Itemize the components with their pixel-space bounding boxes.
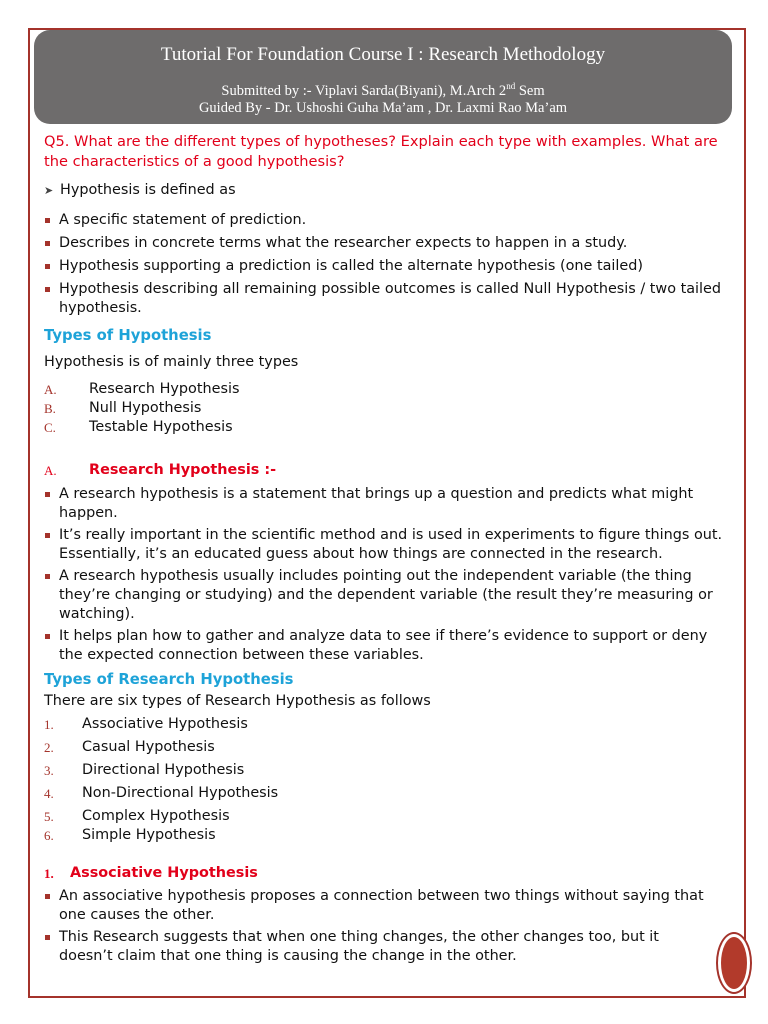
square-bullet-icon (45, 264, 50, 269)
list-item: It’s really important in the scientific method and is used in experiments to figure things out. Essentially, it’s an educated guess about how things are connected in the research. (44, 526, 734, 564)
types-lead: Hypothesis is of mainly three types (44, 354, 299, 370)
arrow-bullet-icon: ➤ (44, 184, 54, 197)
list-item: This Research suggests that when one thing changes, the other changes too, but it doesn’t claim that one thing is causing the change in the other. (44, 928, 734, 966)
square-bullet-icon (45, 894, 50, 899)
list-item: 2. Casual Hypothesis (44, 739, 215, 755)
list-item: 4. Non-Directional Hypothesis (44, 785, 279, 801)
list-item: A research hypothesis usually includes pointing out the independent variable (the thing they’re changing or studying) and the dependent variable (the result they’re measuring or watching). (44, 567, 734, 624)
research-heading: A. Research Hypothesis :- (44, 462, 277, 478)
question-text: Q5. What are the different types of hypotheses? Explain each type with examples. What are the characteristics of a good hypothesis? (44, 133, 718, 170)
research-types-lead: There are six types of Research Hypothesis as follows (44, 693, 431, 709)
square-bullet-icon (45, 935, 50, 940)
header-banner (34, 30, 732, 124)
list-item: A specific statement of prediction. (44, 211, 734, 230)
intro-bullet-list (44, 211, 734, 318)
document-body (44, 132, 734, 966)
square-bullet-icon (45, 533, 50, 538)
guided-by: Guided By - Dr. Ushoshi Guha Ma’am , Dr. Laxmi Rao Ma’am (198, 99, 568, 116)
research-types-list (44, 715, 734, 845)
list-item: B. Null Hypothesis (44, 400, 202, 416)
square-bullet-icon (45, 218, 50, 223)
research-types-heading: Types of Research Hypothesis (44, 671, 294, 688)
list-item: Hypothesis describing all remaining possible outcomes is called Null Hypothesis / two tailed hypothesis. (44, 280, 734, 318)
list-item: An associative hypothesis proposes a connection between two things without saying that one causes the other. (44, 887, 734, 925)
list-item: A. Research Hypothesis (44, 381, 240, 397)
list-item: It helps plan how to gather and analyze data to see if there’s evidence to support or deny the expected connection between these variables. (44, 627, 734, 665)
list-item: 6. Simple Hypothesis (44, 827, 216, 843)
square-bullet-icon (45, 574, 50, 579)
associative-heading: 1. Associative Hypothesis (44, 865, 258, 881)
intro-lead: ➤ Hypothesis is defined as (44, 182, 236, 198)
submitted-by: Submitted by :- Viplavi Sarda(Biyani), M.Arch 2nd Sem (221, 81, 545, 99)
list-item: C. Testable Hypothesis (44, 419, 233, 435)
square-bullet-icon (45, 241, 50, 246)
types-heading: Types of Hypothesis (44, 327, 212, 344)
document-title: Tutorial For Foundation Course I : Research Methodology (160, 44, 606, 65)
square-bullet-icon (45, 492, 50, 497)
types-list (44, 380, 734, 437)
associative-bullet-list (44, 887, 734, 966)
list-item: Hypothesis supporting a prediction is called the alternate hypothesis (one tailed) (44, 257, 734, 276)
square-bullet-icon (45, 634, 50, 639)
list-item: A research hypothesis is a statement that brings up a question and predicts what might happen. (44, 485, 734, 523)
square-bullet-icon (45, 287, 50, 292)
list-item: 5. Complex Hypothesis (44, 808, 230, 824)
research-bullet-list (44, 485, 734, 665)
page-corner-badge-icon (716, 932, 752, 994)
list-item: 3. Directional Hypothesis (44, 762, 245, 778)
list-item: Describes in concrete terms what the researcher expects to happen in a study. (44, 234, 734, 253)
list-item: 1. Associative Hypothesis (44, 716, 248, 732)
